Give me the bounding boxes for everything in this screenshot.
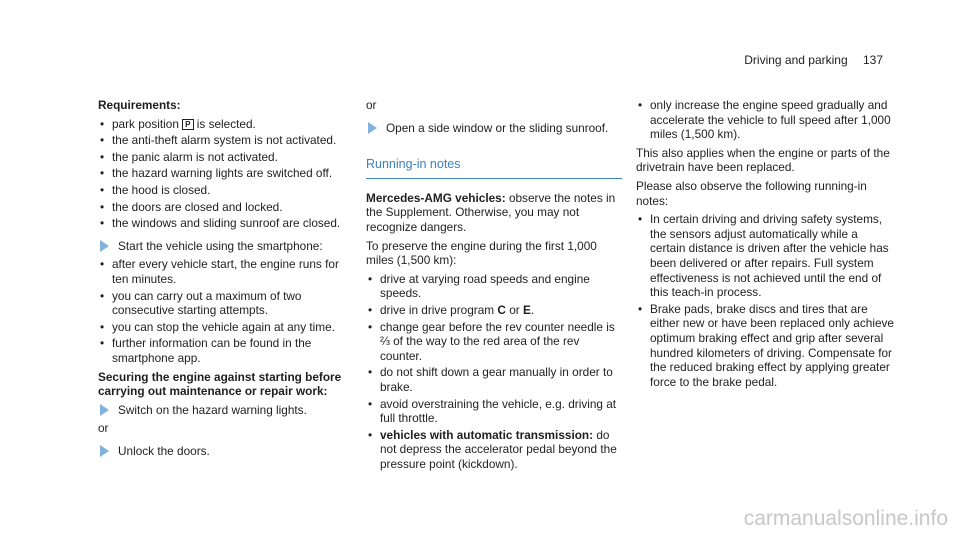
list-item: • drive in drive program C or E. [366,303,622,318]
list-item: • avoid overstraining the vehicle, e.g. driving at full throttle. [366,397,622,426]
step-text: Switch on the hazard warning lights. [118,402,307,417]
amg-paragraph [366,191,622,235]
list-item-text: or [509,302,520,317]
watermark: carmanualsonline.info [743,507,948,531]
list-item: • only increase the engine speed gradually and accelerate the vehicle to full speed after 1,000 miles (1,500 km). [636,98,896,142]
or-text: or [366,98,377,112]
list-item: • further information can be found in the smartphone app. [98,336,350,365]
list-item [366,320,622,364]
step-text: Unlock the doors. [118,443,210,458]
list-item: • do not shift down a gear manually in order to brake. [366,365,622,394]
step-text: Start the vehicle using the smartphone: [118,238,323,253]
page-header [744,53,883,68]
paragraph: Please also observe the following running-in notes: [636,178,867,208]
drive-program-c: C [497,302,506,317]
list-item: • the hazard warning lights are switched off. [98,166,350,181]
securing-title: Securing the engine against starting before carrying out maintenance or repair work: [98,369,342,399]
instruction-step [98,444,350,459]
step-result-list [98,257,350,365]
auto-transmission-label: vehicles with automatic transmission: [380,427,594,442]
list-item: • Brake pads, brake discs and tires that are either new or have been replaced only achieve optimum braking effect and grip after several hundred kilometers of driving. Compensate for the reduced braking effect by applying greater force to the brake pedal. [636,302,896,390]
step-arrow-icon [368,122,377,134]
list-item: • after every vehicle start, the engine runs for ten minutes. [98,257,350,286]
amg-text: observe the notes in the Supplement. Otherwise, you may not recognize dangers. [366,190,616,234]
or-text: or [98,421,109,436]
step-arrow-icon [100,240,109,252]
requirements-title: Requirements: [98,98,181,112]
page-number: 137 [862,53,883,67]
list-item: • In certain driving and driving safety systems, the sensors adjust automatically while a certain distance is driven after the vehicle has been delivered or after repairs. Full system effectiveness is not achieved until the end of this teach-in process. [636,212,896,300]
list-item: • drive at varying road speeds and engine speeds. [366,272,622,301]
column-3 [636,98,896,393]
list-item [366,428,622,472]
preserve-paragraph: To preserve the engine during the first 1,000 miles (1,500 km): [366,238,597,268]
running-in-list [366,272,622,472]
running-in-notes-list [636,212,896,389]
list-item: • the doors are closed and locked. [98,200,350,215]
list-item-text: change gear before the rev counter needle is [380,319,615,334]
list-item [98,117,350,132]
instruction-step [98,239,350,254]
paragraph: This also applies when the engine or parts of the drivetrain have been replaced. [636,145,890,175]
column-2 [366,98,622,475]
drive-program-e: E [522,302,531,317]
amg-label: Mercedes-AMG vehicles: [366,190,506,205]
list-item-text: drive in drive program [380,302,495,317]
list-item: • the windows and sliding sunroof are closed. [98,216,350,231]
instruction-step [98,403,350,418]
instruction-step [366,121,622,136]
step-arrow-icon [100,404,109,416]
requirements-list [98,117,350,231]
step-arrow-icon [100,445,109,457]
step-text: Open a side window or the sliding sunroof. [386,120,609,135]
section-title: Driving and parking [744,53,848,67]
column-1 [98,98,350,462]
park-position-icon: P [182,119,193,130]
list-item: • the panic alarm is not activated. [98,150,350,165]
running-in-list-cont [636,98,896,142]
list-item: • you can stop the vehicle again at any time. [98,320,350,335]
list-item: • the hood is closed. [98,183,350,198]
list-item: • you can carry out a maximum of two consecutive starting attempts. [98,289,350,318]
list-item: • the anti-theft alarm system is not activated. [98,133,350,148]
list-item-text: is selected. [196,116,256,131]
list-item-text: of the way to the red area of the rev counter. [380,334,580,363]
section-heading: Running-in notes [366,157,622,179]
list-item-text: do not depress the accelerator pedal beyond the pressure point (kickdown). [380,427,617,471]
fraction-text: ⅔ [380,334,390,349]
list-item-text: park position [112,116,179,131]
